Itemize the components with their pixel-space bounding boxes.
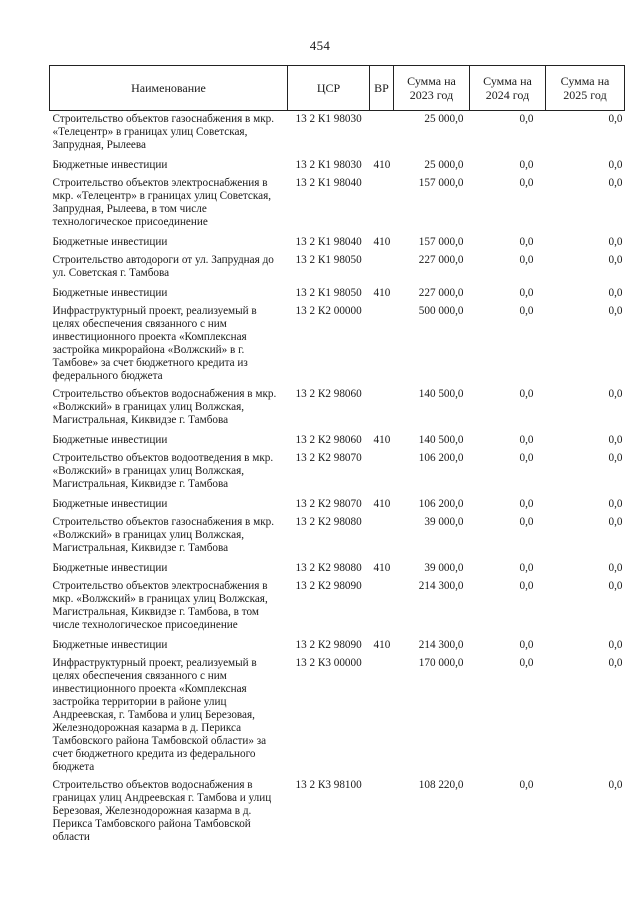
cell-sum-2023: 157 000,0 — [418, 236, 464, 248]
cell-sum-2025: 0,0 — [608, 434, 623, 446]
table-row — [50, 430, 625, 450]
cell-vr — [370, 450, 394, 494]
cell-sum-2024: 0,0 — [519, 287, 534, 299]
cell-sum-2025: 0,0 — [608, 305, 623, 317]
cell-sum-2023: 500 000,0 — [418, 305, 464, 317]
cell-name: Строительство автодороги от ул. Запрудная до ул. Советская г. Тамбова — [52, 254, 274, 279]
cell-name: Строительство объектов электроснабжения в мкр. «Волжский» в границах улиц Волжская, Магистральная, Киквидзе г. Тамбова, в том числе технологическое присоединение — [52, 580, 268, 631]
table-row — [50, 232, 625, 252]
cell-name: Бюджетные инвестиции — [52, 498, 168, 510]
cell-sum-2025: 0,0 — [608, 254, 623, 266]
cell-sum-2023: 140 500,0 — [418, 388, 464, 400]
cell-name: Бюджетные инвестиции — [52, 434, 168, 446]
cell-sum-2023: 170 000,0 — [418, 657, 464, 669]
header-sum-2024: Сумма на 2024 год — [470, 66, 546, 111]
cell-sum-2025: 0,0 — [608, 779, 623, 791]
cell-sum-2023: 108 220,0 — [418, 779, 464, 791]
header-vr: ВР — [370, 66, 394, 111]
table-row — [50, 303, 625, 386]
cell-sum-2023: 214 300,0 — [418, 580, 464, 592]
cell-sum-2025: 0,0 — [608, 236, 623, 248]
cell-sum-2025: 0,0 — [608, 516, 623, 528]
cell-sum-2023: 106 200,0 — [418, 498, 464, 510]
cell-csr: 13 2 К2 98090 — [295, 580, 362, 592]
cell-sum-2024: 0,0 — [519, 236, 534, 248]
cell-sum-2025: 0,0 — [608, 452, 623, 464]
cell-csr: 13 2 К1 98040 — [295, 236, 362, 248]
table-body — [50, 111, 625, 848]
cell-sum-2023: 140 500,0 — [418, 434, 464, 446]
table-row — [50, 578, 625, 635]
cell-sum-2025: 0,0 — [608, 177, 623, 189]
cell-name: Строительство объектов водоснабжения в мкр. «Волжский» в границах улиц Волжская, Магистральная, Киквидзе г. Тамбова — [52, 388, 277, 426]
cell-csr: 13 2 К2 00000 — [295, 305, 362, 317]
cell-name: Строительство объектов газоснабжения в мкр. «Волжский» в границах улиц Волжская, Магистральная, Киквидзе г. Тамбова — [52, 516, 275, 554]
cell-name: Бюджетные инвестиции — [52, 159, 168, 171]
table-row — [50, 777, 625, 847]
table-row — [50, 386, 625, 430]
cell-sum-2024: 0,0 — [519, 305, 534, 317]
cell-vr: 410 — [373, 236, 391, 248]
cell-sum-2025: 0,0 — [608, 657, 623, 669]
cell-vr: 410 — [373, 639, 391, 651]
cell-sum-2024: 0,0 — [519, 159, 534, 171]
cell-vr: 410 — [373, 287, 391, 299]
cell-sum-2025: 0,0 — [608, 287, 623, 299]
header-name: Наименование — [50, 66, 288, 111]
cell-sum-2025: 0,0 — [608, 159, 623, 171]
table-row — [50, 155, 625, 175]
cell-vr: 410 — [373, 498, 391, 510]
header-sum-2023: Сумма на 2023 год — [394, 66, 470, 111]
cell-sum-2024: 0,0 — [519, 516, 534, 528]
header-sum-2025: Сумма на 2025 год — [546, 66, 625, 111]
cell-vr: 410 — [373, 434, 391, 446]
cell-sum-2025: 0,0 — [608, 388, 623, 400]
cell-csr: 13 2 К1 98050 — [295, 254, 362, 266]
cell-sum-2023: 25 000,0 — [424, 159, 464, 171]
cell-sum-2024: 0,0 — [519, 177, 534, 189]
cell-vr — [370, 111, 394, 156]
cell-csr: 13 2 К2 98080 — [295, 562, 362, 574]
cell-name: Бюджетные инвестиции — [52, 562, 168, 574]
cell-sum-2024: 0,0 — [519, 639, 534, 651]
cell-csr: 13 2 К2 98070 — [295, 498, 362, 510]
cell-vr — [370, 514, 394, 558]
cell-csr: 13 2 К3 98100 — [295, 779, 362, 791]
cell-csr: 13 2 К2 98080 — [295, 516, 362, 528]
table-row — [50, 283, 625, 303]
cell-csr: 13 2 К1 98040 — [295, 177, 362, 189]
table-row — [50, 175, 625, 232]
cell-vr — [370, 777, 394, 847]
cell-sum-2024: 0,0 — [519, 388, 534, 400]
cell-vr — [370, 578, 394, 635]
cell-sum-2025: 0,0 — [608, 639, 623, 651]
cell-sum-2024: 0,0 — [519, 779, 534, 791]
cell-sum-2024: 0,0 — [519, 434, 534, 446]
cell-csr: 13 2 К3 00000 — [295, 657, 362, 669]
cell-sum-2025: 0,0 — [608, 113, 623, 125]
cell-vr: 410 — [373, 562, 391, 574]
cell-sum-2025: 0,0 — [608, 498, 623, 510]
cell-sum-2025: 0,0 — [608, 562, 623, 574]
cell-sum-2023: 214 300,0 — [418, 639, 464, 651]
cell-vr — [370, 303, 394, 386]
cell-vr — [370, 655, 394, 777]
cell-name: Строительство объектов водоотведения в мкр. «Волжский» в границах улиц Волжская, Магистральная, Киквидзе г. Тамбова — [52, 452, 274, 490]
cell-csr: 13 2 К1 98030 — [295, 159, 362, 171]
cell-vr — [370, 386, 394, 430]
table-row — [50, 494, 625, 514]
table-row — [50, 655, 625, 777]
table-row — [50, 111, 625, 156]
table-row — [50, 514, 625, 558]
cell-sum-2023: 39 000,0 — [424, 562, 464, 574]
cell-sum-2024: 0,0 — [519, 562, 534, 574]
cell-sum-2024: 0,0 — [519, 113, 534, 125]
cell-sum-2024: 0,0 — [519, 657, 534, 669]
table-row — [50, 635, 625, 655]
cell-sum-2023: 227 000,0 — [418, 254, 464, 266]
cell-name: Бюджетные инвестиции — [52, 639, 168, 651]
cell-sum-2024: 0,0 — [519, 452, 534, 464]
cell-name: Инфраструктурный проект, реализуемый в целях обеспечения связанного с ним инвестиционного проекта «Комплексная застройка микрорайона «Волжский» в г. Тамбове» за счет бюджетного кредита из федерального бюджета — [52, 305, 257, 382]
cell-csr: 13 2 К1 98030 — [295, 113, 362, 125]
cell-vr — [370, 252, 394, 283]
cell-sum-2023: 25 000,0 — [424, 113, 464, 125]
page-number: 454 — [309, 38, 331, 53]
cell-csr: 13 2 К2 98060 — [295, 388, 362, 400]
cell-sum-2023: 157 000,0 — [418, 177, 464, 189]
table-header-row — [50, 66, 625, 111]
cell-name: Бюджетные инвестиции — [52, 236, 168, 248]
cell-sum-2024: 0,0 — [519, 580, 534, 592]
cell-csr: 13 2 К2 98060 — [295, 434, 362, 446]
table-row — [50, 558, 625, 578]
cell-name: Строительство объектов электроснабжения в мкр. «Телецентр» в границах улиц Советская, Запрудная, Рылеева, в том числе технологическое присоединение — [52, 177, 272, 228]
cell-vr — [370, 175, 394, 232]
cell-csr: 13 2 К2 98090 — [295, 639, 362, 651]
cell-name: Бюджетные инвестиции — [52, 287, 168, 299]
budget-table — [49, 65, 625, 847]
cell-vr: 410 — [373, 159, 391, 171]
cell-sum-2023: 39 000,0 — [424, 516, 464, 528]
cell-csr: 13 2 К2 98070 — [295, 452, 362, 464]
header-csr: ЦСР — [288, 66, 370, 111]
cell-sum-2024: 0,0 — [519, 498, 534, 510]
cell-sum-2023: 106 200,0 — [418, 452, 464, 464]
table-row — [50, 450, 625, 494]
table-row — [50, 252, 625, 283]
cell-name: Строительство объектов водоснабжения в границах улиц Андреевская г. Тамбова и улиц Березовая, Железнодорожная казарма в д. Перикса Тамбовского района Тамбовской области — [52, 779, 272, 843]
cell-sum-2025: 0,0 — [608, 580, 623, 592]
cell-name: Инфраструктурный проект, реализуемый в целях обеспечения связанного с ним инвестиционного проекта «Комплексная застройка территории в районе улиц Андреевская, г. Тамбова и улиц Березовая, Железнодорожная казарма в д. Перикса Тамбовского района Тамбовской области» за счет бюджетного кредита из федерального бюджета — [52, 657, 267, 773]
cell-sum-2024: 0,0 — [519, 254, 534, 266]
cell-csr: 13 2 К1 98050 — [295, 287, 362, 299]
cell-name: Строительство объектов газоснабжения в мкр. «Телецентр» в границах улиц Советская, Запрудная, Рылеева — [52, 113, 275, 151]
cell-sum-2023: 227 000,0 — [418, 287, 464, 299]
